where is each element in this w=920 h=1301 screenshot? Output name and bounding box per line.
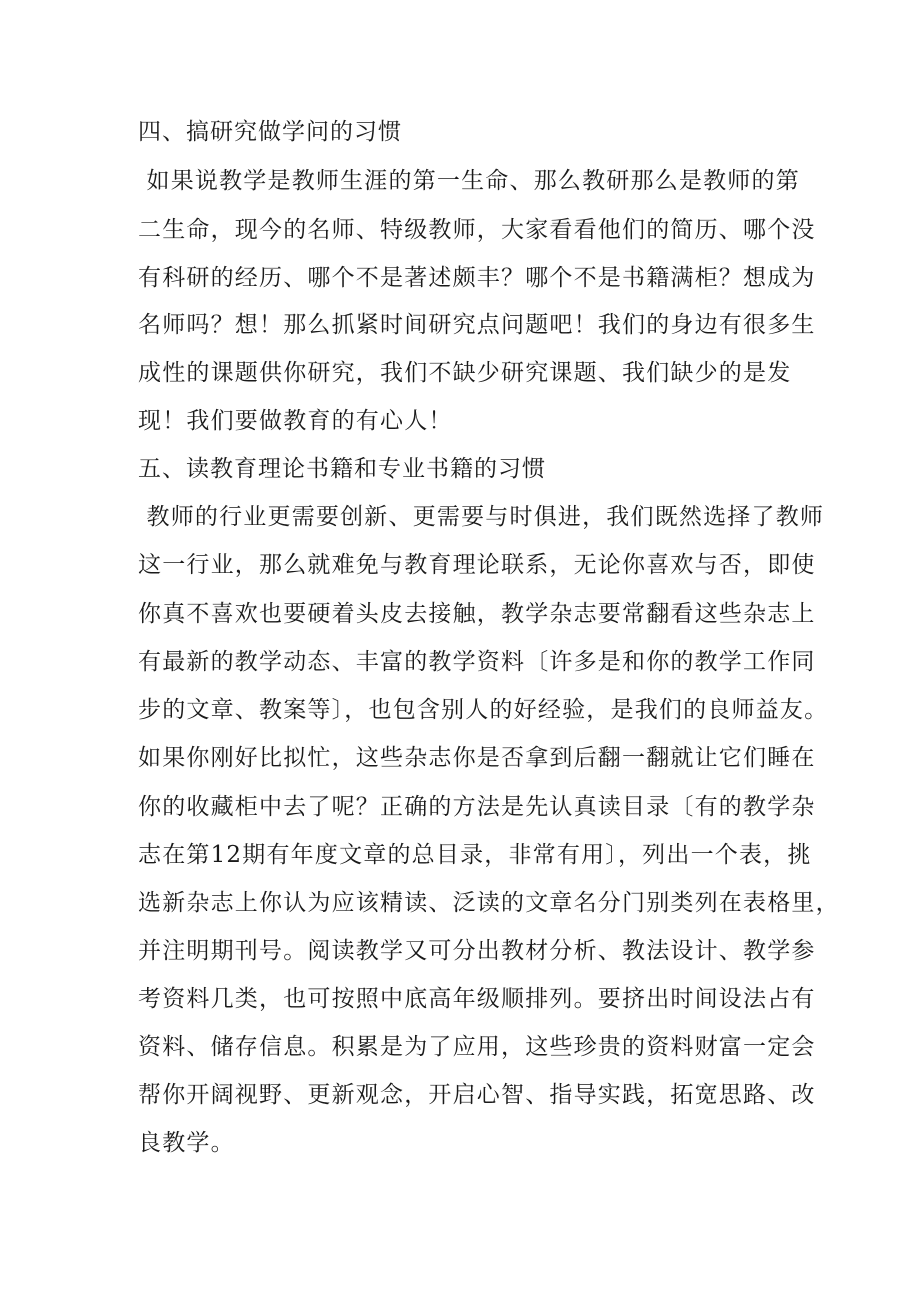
paragraph-line: 并注明期刊号。阅读教学又可分出教材分析、教法设计、教学参 [138,938,816,964]
paragraph-line: 二生命，现今的名师、特级教师，大家看看他们的简历、哪个没 [138,217,816,243]
paragraph-line: 你真不喜欢也要硬着头皮去接触，教学杂志要常翻看这些杂志上 [138,601,816,627]
paragraph-line: 资料、储存信息。积累是为了应用，这些珍贵的资料财富一定会 [138,1034,816,1060]
paragraph-line: 步的文章、教案等〕，也包含别人的好经验，是我们的良师益友。 [138,697,829,723]
section-5-heading: 五、读教育理论书籍和专业书籍的习惯 [138,456,546,482]
paragraph-line: 成性的课题供你研究，我们不缺少研究课题、我们缺少的是发 [138,360,792,386]
paragraph-line: 教师的行业更需要创新、更需要与时俱进，我们既然选择了教师 [138,504,825,530]
paragraph-line: 有最新的教学动态、丰富的教学资料〔许多是和你的教学工作同 [138,649,816,675]
paragraph-line: 志在第12期有年度文章的总目录，非常有用〕，列出一个表，挑 [138,842,812,868]
paragraph-line: 有科研的经历、哪个不是著述颇丰？哪个不是书籍满柜？想成为 [138,265,816,291]
paragraph-line: 考资料几类，也可按照中底高年级顺排列。要挤出时间设法占有 [138,986,816,1012]
paragraph-line: 如果说教学是教师生涯的第一生命、那么教研那么是教师的第 [138,168,800,194]
paragraph-line: 帮你开阔视野、更新观念，开启心智、指导实践，拓宽思路、改 [138,1082,816,1108]
paragraph-line: 现！我们要做教育的有心人！ [138,408,453,434]
paragraph-line: 这一行业，那么就难免与教育理论联系，无论你喜欢与否，即使 [138,552,816,578]
paragraph-line: 名师吗？想！那么抓紧时间研究点问题吧！我们的身边有很多生 [138,312,816,338]
paragraph-line: 选新杂志上你认为应该精读、泛读的文章名分门别类列在表格里， [138,890,840,916]
section-4-heading: 四、搞研究做学问的习惯 [138,119,402,145]
paragraph-line: 你的收藏柜中去了呢？正确的方法是先认真读目录〔有的教学杂 [138,794,816,820]
paragraph-line: 如果你刚好比拟忙，这些杂志你是否拿到后翻一翻就让它们睡在 [138,745,816,771]
paragraph-line: 良教学。 [138,1130,235,1156]
